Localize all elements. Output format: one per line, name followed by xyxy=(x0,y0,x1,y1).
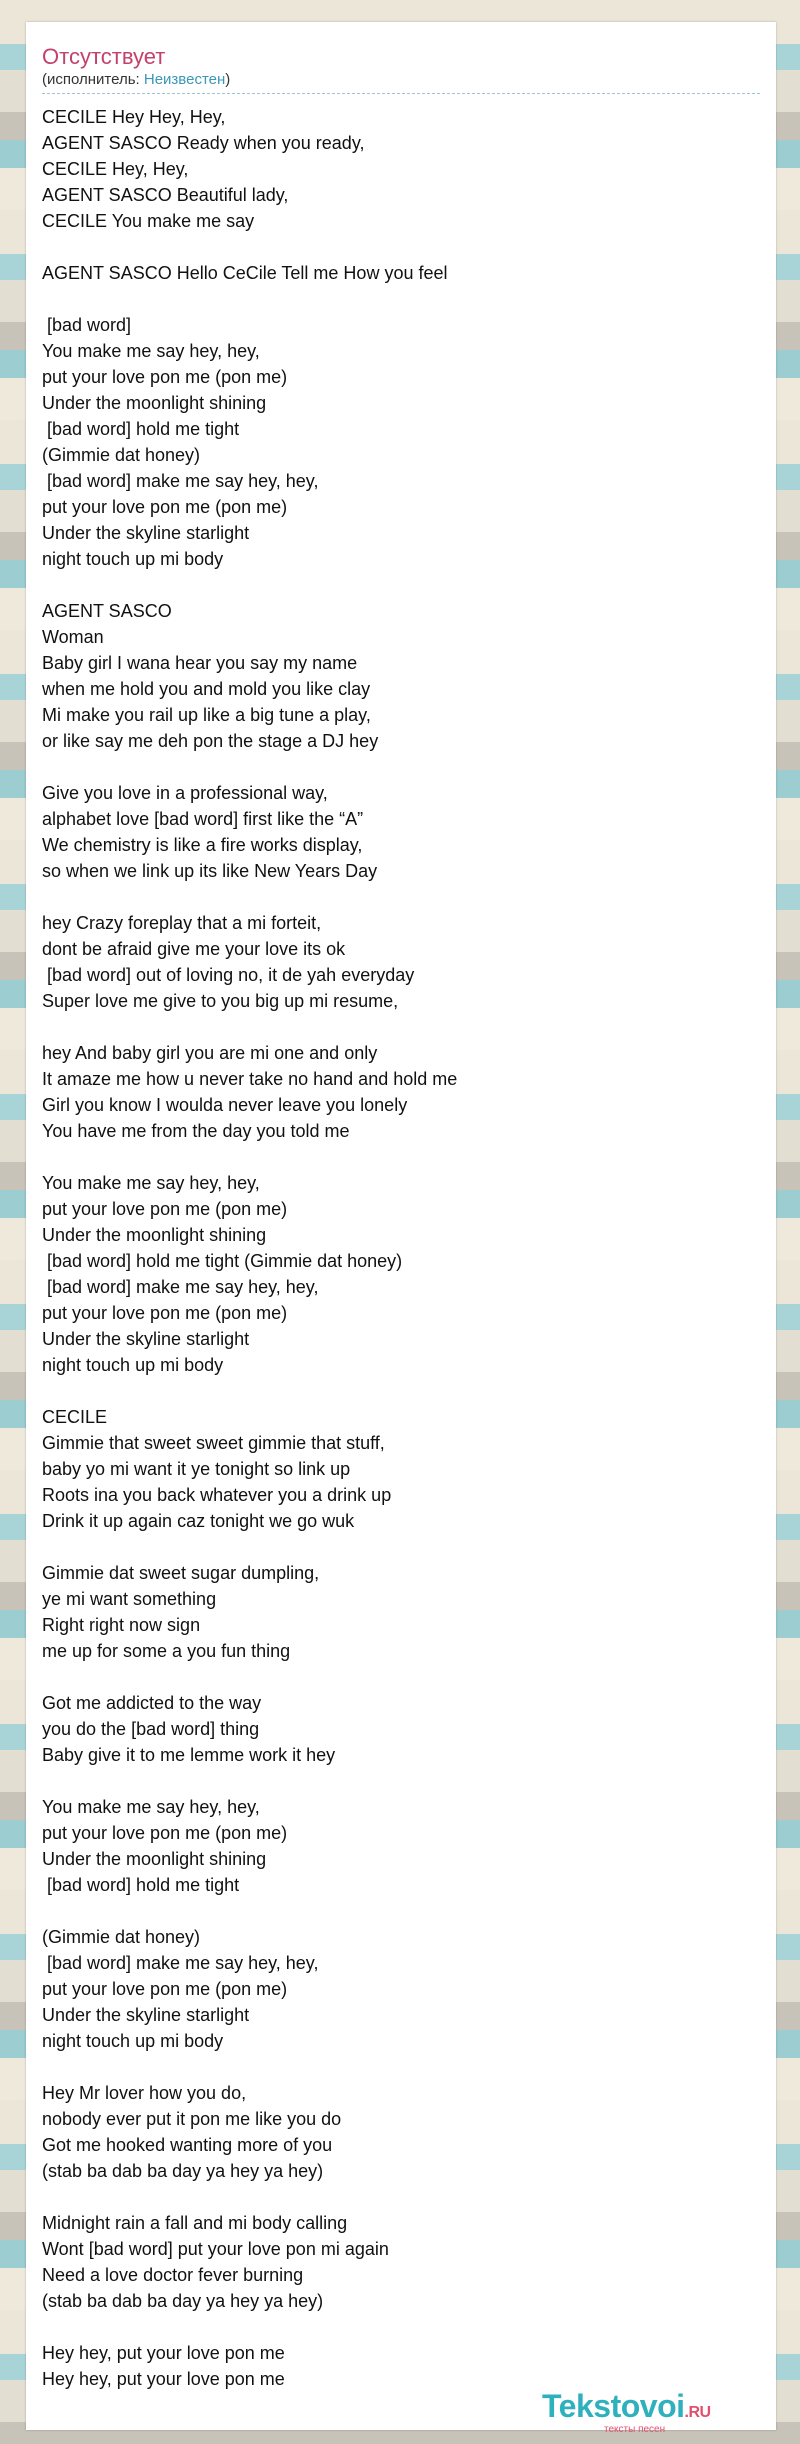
performer-prefix: (исполнитель: xyxy=(42,71,144,88)
song-title: Отсутствует xyxy=(42,44,166,69)
header-divider xyxy=(42,93,760,94)
performer-suffix: ) xyxy=(225,71,231,88)
logo-tld: .RU xyxy=(684,2404,711,2421)
lyrics-card xyxy=(26,22,776,2430)
performer-link[interactable]: Неизвестен xyxy=(143,71,226,88)
logo-tagline: тексты песен xyxy=(604,2424,666,2435)
logo-text: Tekstovoi xyxy=(542,2388,685,2424)
performer-line xyxy=(42,71,230,88)
site-logo[interactable] xyxy=(542,2388,711,2425)
lyrics-text: CECILE Hey Hey, Hey, AGENT SASCO Ready when you ready, CECILE Hey, Hey, AGENT SASCO Beautiful lady, CECILE You make me say AGENT SASCO Hello CeCile Tell me How you feel [bad word] You make me say hey, hey, put your love pon me (pon me) Under the moonlight shining [bad word] hold me tight (Gimmie dat honey) [bad word] make me say hey, hey, put your love pon me (pon me) Under the skyline starlight night touch up mi body AGENT SASCO Woman Baby girl I wana hear you say my name when me hold you and mold you like clay Mi make you rail up like a big tune a play, or like say me deh pon the stage a DJ hey Give you love in a professional way, alphabet love [bad word] first like the “A” We chemistry is like a fire works display, so when we link up its like New Years Day hey Crazy foreplay that a mi forteit, dont be afraid give me your love its ok [bad word] out of loving no, it de yah everyday Super love me give to you big up mi resume, hey And baby girl you are mi one and only It amaze me how u never take no hand and hold me Girl you know I woulda never leave you lonely You have me from the day you told me You make me say hey, hey, put your love pon me (pon me) Under the moonlight shining [bad word] hold me tight (Gimmie dat honey) [bad word] make me say hey, hey, put your love pon me (pon me) Under the skyline starlight night touch up mi body CECILE Gimmie that sweet sweet gimmie that stuff, baby yo mi want it ye tonight so link up Roots ina you back whatever you a drink up Drink it up again caz tonight we go wuk Gimmie dat sweet sugar dumpling, ye mi want something Right right now sign me up for some a you fun thing Got me addicted to the way you do the [bad word] thing Baby give it to me lemme work it hey You make me say hey, hey, put your love pon me (pon me) Under the moonlight shining [bad word] hold me tight (Gimmie dat honey) [bad word] make me say hey, hey, put your love pon me (pon me) Under the skyline starlight night touch up mi body Hey Mr lover how you do, nobody ever put it pon me like you do Got me hooked wanting more of you (stab ba dab ba day ya hey ya hey) Midnight rain a fall and mi body calling Wont [bad word] put your love pon mi again Need a love doctor fever burning (stab ba dab ba day ya hey ya hey) Hey hey, put your love pon me Hey hey, put your love pon me xyxy=(42,107,458,2389)
